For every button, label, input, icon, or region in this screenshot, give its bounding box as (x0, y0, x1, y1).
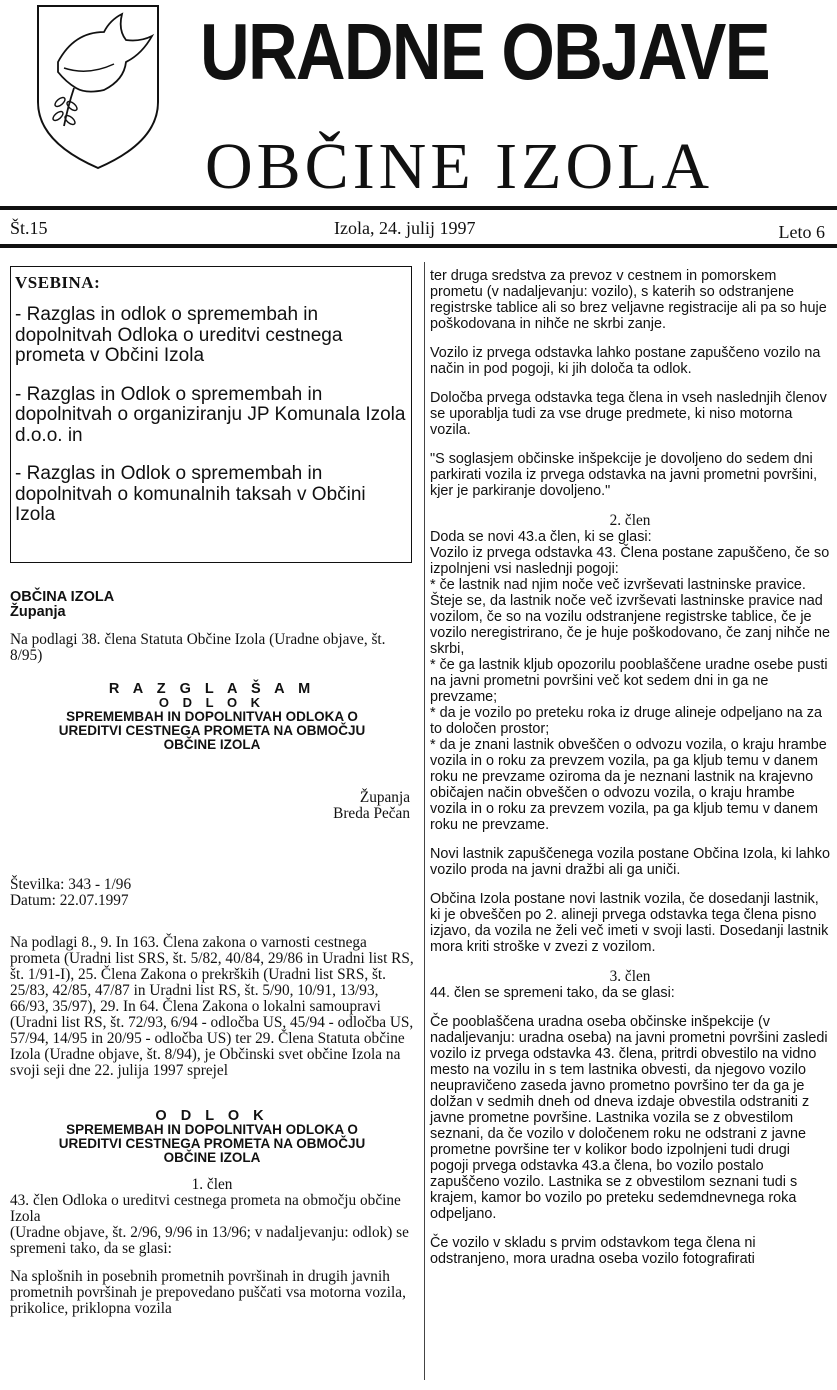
column-divider (424, 262, 425, 1380)
contents-item: - Razglas in Odlok o spremembah in dopolnitvah o komunalnih taksah v Občini Izola (15, 463, 366, 525)
document-number: Številka: 343 - 1/96 (10, 876, 132, 893)
signature-block (300, 790, 410, 822)
paragraph: Določba prvega odstavka tega člena in vseh naslednjih členov se uporablja tudi za vse druge predmete, ki niso motorna vozila. (430, 390, 827, 438)
contents-item: - Razglas in Odlok o spremembah in dopolnitvah o organiziranju JP Komunala Izola d.o.o. in (15, 383, 406, 446)
masthead-rule-bottom (0, 244, 837, 248)
issuer-role: Županja (10, 604, 66, 620)
signature-name: Breda Pečan (333, 805, 410, 822)
decree-title: SPREMEMBAH IN DOPOLNITVAH ODLOKA O UREDITVI CESTNEGA PROMETA NA OBMOČJU OBČINE IZOLA (58, 709, 366, 752)
issuer-name: OBČINA IZOLA (10, 589, 115, 605)
article-2-title: 2. člen (609, 512, 651, 529)
article-2-text: Doda se novi 43.a člen, ki se glasi: Vozilo iz prvega odstavka 43. Člena postane zapuščeno, če so izpolnjeni vsi naslednji pogoji: * če lastnik nad njim noče več izvrševati lastninske pravice. Šteje se, da lastnik noče več izvrševati lastninske pravice nad vozilom, če so na vozilu odstranjene registrske tablice, če je vozilo neregistrirano, če je huje poškodovano, če zanj nihče ne skrbi, * če ga lastnik kljub opozorilu pooblaščene uradne osebe pusti na javni prometni površini več kot sedem dni in ga ne prevzame; * da je vozilo po preteku roka iz druge alineje odpeljano na za to določen prostor; * da je znani lastnik obveščen o odvozu vozila, o kraju hrambe vozila in o roku za prevzem vozila, pa ga kljub temu v danem roku ne prevzame oziroma da je neznani lastnik na krajevno običajen način obveščen o odvozu vozila, o kraju hrambe vozila in o roku za prevzem vozila, pa ga kljub temu v danem roku ne prevzame. (430, 529, 830, 833)
masthead-subtitle: OBČINE IZOLA (205, 130, 714, 203)
paragraph: "S soglasjem občinske inšpekcije je dovoljeno do sedem dni parkirati vozila iz prvega odstavka na javni prometni površini, kjer je parkiranje dovoljeno." (430, 451, 818, 499)
coat-of-arms-logo (34, 2, 162, 170)
issue-place-date: Izola, 24. julij 1997 (334, 218, 476, 238)
article-1-text-3: Na splošnih in posebnih prometnih površinah in drugih javnih prometnih površinah je prepovedano puščati vsa motorna vozila, prikolice, priklopna vozila (10, 1268, 406, 1317)
issue-year: Leto 6 (778, 222, 825, 242)
article-3-text: 44. člen se spremeni tako, da se glasi: (430, 985, 675, 1001)
contents-box (10, 266, 412, 563)
paragraph: Če vozilo v skladu s prvim odstavkom tega člena ni odstranjeno, mora uradna oseba vozilo fotografirati (430, 1235, 756, 1267)
document-reference (10, 877, 414, 909)
signature-role: Županja (359, 789, 410, 806)
legal-basis-text-2: Na podlagi 8., 9. In 163. Člena zakona o varnosti cestnega prometa (Uradni list SRS, št. 5/82, 40/84, 29/86 in Uradni list RS, št. 1/91-I), 25. Člena Zakona o prekrških (Uradni list SRS, št. 25/83, 42/85, 47/87 in Uradni list RS, št. 5/90, 10/91, 13/93, 66/93, 35/97), 29. In 64. Člena Zakona o lokalni samoupravi (Uradni list RS, št. 72/93, 6/94 - odločba US, 45/94 - odločba US, 57/94, 14/95 in 20/95 - odločba US) ter 29. Člena Statuta občine Izola (Uradne objave, št. 8/94), je Občinski svet občine Izola na svoji seji dne 22. julija 1997 sprejel (10, 934, 414, 1079)
decree-label: O D L O K (158, 695, 266, 710)
contents-item: - Razglas in odlok o spremembah in dopolnitvah Odloka o ureditvi cestnega prometa v Občini Izola (15, 304, 343, 366)
paragraph: Vozilo iz prvega odstavka lahko postane zapuščeno vozilo na način in pod pogoji, ki jih določa ta odlok. (430, 345, 821, 377)
masthead-rule-top (0, 206, 837, 210)
left-column-body (10, 935, 414, 1317)
proclamation-heading: R A Z G L A Š A M (108, 681, 316, 697)
decree-label-large: O D L O K (155, 1108, 269, 1124)
article-1-text: 43. člen Odloka o ureditvi cestnega prometa na območju občine Izola (10, 1192, 401, 1225)
article-1-text-2: (Uradne objave, št. 2/96, 9/96 in 13/96; v nadaljevanju: odlok) se spremeni tako, da se glasi: (10, 1224, 409, 1257)
right-column (430, 268, 830, 1267)
paragraph: Če pooblaščena uradna oseba občinske inšpekcije (v nadaljevanju: uradna oseba) na javni prometni površini zasledi vozilo iz prvega odstavka 43. člena, pritrdi obvestilo na vidno mesto na vozilu in s tem lastnika obvesti, da njegovo vozilo neupravičeno zaseda javno prometno površino ter da ga je dolžan v sedmih dneh od dneva izdaje obvestila odstraniti z javne prometne površine. Lastnika vozila se z obvestilom seznani, da če vozilo v določenem roku ne odstrani z javne prometne površine ter v kolikor bodo izpolnjeni tudi drugi pogoji prvega odstavka 43.a člena, bo vozilo postalo zapuščeno vozilo. Lastnika se z obvestilom seznani tudi s krajem, kamor bo vozilo po preteku sedemdnevnega roka odpeljano. (430, 1014, 828, 1222)
legal-basis-text: Na podlagi 38. člena Statuta Občine Izola (Uradne objave, št. 8/95) (10, 631, 386, 664)
decree-title-2: SPREMEMBAH IN DOPOLNITVAH ODLOKA O UREDITVI CESTNEGA PROMETA NA OBMOČJU OBČINE IZOLA (58, 1122, 366, 1165)
dove-crest-icon (34, 2, 162, 170)
masthead-title: URADNE OBJAVE (200, 7, 769, 96)
document-date: Datum: 22.07.1997 (10, 892, 129, 909)
paragraph: Občina Izola postane novi lastnik vozila, če dosedanji lastnik, ki je obveščen po 2. alineji prvega odstavka tega člena pisno izjavo, da vozila ne želi več imeti v svoji lasti. Dosedanji lastnik mora kriti stroške v zvezi z vozilom. (430, 891, 829, 955)
article-1-title: 1. člen (191, 1176, 233, 1193)
left-column-top (10, 590, 414, 752)
article-3-title: 3. člen (609, 968, 651, 985)
issue-number: Št.15 (10, 218, 48, 238)
paragraph: ter druga sredstva za prevoz v cestnem in pomorskem prometu (v nadaljevanju: vozilo), s katerih so odstranjene registrske tablice ali so brez veljavne registracije ali pa so huje poškodovana in nihče ne skrbi zanje. (430, 268, 827, 332)
paragraph: Novi lastnik zapuščenega vozila postane Občina Izola, ki lahko vozilo proda na javni dražbi ali ga uniči. (430, 846, 830, 878)
contents-heading: VSEBINA: (15, 273, 101, 292)
